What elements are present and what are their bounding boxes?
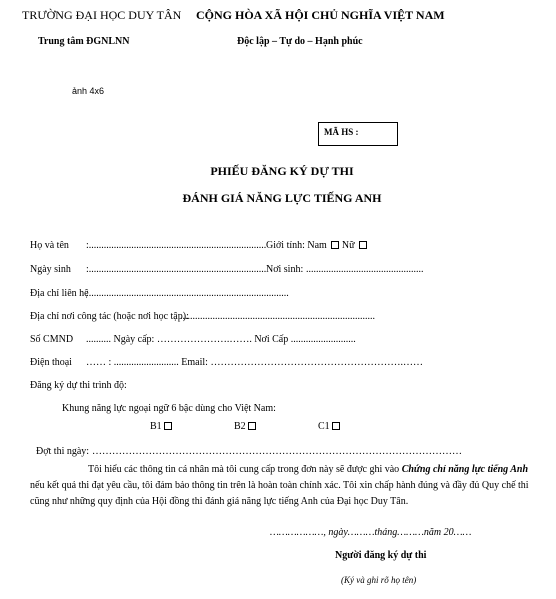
dob-label: Ngày sinh	[30, 264, 71, 275]
framework-label: Khung năng lực ngoại ngữ 6 bậc dùng cho Việt Nam:	[62, 403, 276, 414]
motto: Độc lập – Tự do – Hạnh phúc	[237, 36, 363, 47]
declaration-paragraph	[30, 462, 536, 510]
c1-checkbox[interactable]	[332, 422, 340, 430]
name-label: Họ và tên	[30, 240, 69, 251]
name-field[interactable]: :.......................................................................	[86, 240, 267, 251]
level-label: Đăng ký dự thi trình độ:	[30, 380, 127, 391]
declaration-certificate: Chứng chỉ năng lực tiếng Anh	[401, 464, 529, 475]
work-address-label: Địa chỉ nơi công tác (hoặc nơi học tập):	[30, 311, 189, 322]
gender-male	[266, 240, 367, 251]
form-subtitle: ĐÁNH GIÁ NĂNG LỰC TIẾNG ANH	[182, 191, 382, 205]
contact-label: Địa chỉ liên hệ	[30, 288, 89, 299]
female-label: Nữ	[341, 240, 355, 251]
option-b2-label: B2	[234, 421, 246, 432]
option-b1-label: B1	[150, 421, 162, 432]
signature-note: (Ký và ghi rõ họ tên)	[341, 575, 417, 585]
work-address-field[interactable]: ..............................................................................	[180, 311, 375, 322]
b1-checkbox[interactable]	[164, 422, 172, 430]
option-c1-label: C1	[318, 421, 330, 432]
declaration-text-2: nếu kết quả thi đạt yêu cầu, tôi đảm bảo thông tin trên là hoàn toàn chính xác. Tôi xin chấp hành đúng và đầy đủ Quy chế thi cũng như những quy định của Hội đồng thi đánh giá năng lực tiếng Anh của Đại học Duy Tân.	[30, 480, 529, 507]
country-name: CỘNG HÒA XÃ HỘI CHỦ NGHĨA VIỆT NAM	[196, 8, 445, 22]
phone-label: Điện thoại	[30, 357, 72, 368]
b2-checkbox[interactable]	[248, 422, 256, 430]
signature-date-line[interactable]: ………………, ngày………tháng………năm 20……	[270, 527, 472, 538]
option-b2[interactable]	[234, 421, 256, 432]
male-checkbox[interactable]	[331, 241, 339, 249]
declaration-text-1: Tôi hiểu các thông tin cá nhân mà tôi cung cấp trong đơn này sẽ được ghi vào	[88, 464, 402, 475]
center-name: Trung tâm ĐGNLNN	[38, 36, 130, 47]
option-c1[interactable]	[318, 421, 340, 432]
school-name: TRƯỜNG ĐẠI HỌC DUY TÂN	[22, 8, 182, 22]
female-checkbox[interactable]	[359, 241, 367, 249]
gender-label: Giới tính: Nam	[266, 240, 327, 251]
birthplace-label: Nơi sinh:	[266, 264, 304, 275]
contact-field[interactable]: :................................................................................	[86, 288, 289, 299]
form-title: PHIẾU ĐĂNG KÝ DỰ THI	[210, 164, 354, 178]
option-b1[interactable]	[150, 421, 172, 432]
phone-email-field[interactable]: …… : .......................... Email: ………………………………………………….……	[86, 357, 423, 368]
id-field[interactable]: .......... Ngày cấp: ………………….……. Nơi Cấp ..........................	[86, 334, 356, 345]
exam-date-field[interactable]: …………………………………………………………………………………………………	[92, 446, 462, 457]
student-code-label: MÃ HS :	[324, 127, 359, 137]
birthplace-field[interactable]: ...............................................	[306, 264, 424, 275]
photo-placeholder: ảnh 4x6	[72, 86, 105, 96]
dob-field[interactable]: :.......................................................................	[86, 264, 267, 275]
id-label: Số CMND	[30, 334, 74, 345]
exam-date-label: Đợt thi ngày:	[36, 446, 90, 457]
signer-title: Người đăng ký dự thi	[335, 550, 427, 561]
